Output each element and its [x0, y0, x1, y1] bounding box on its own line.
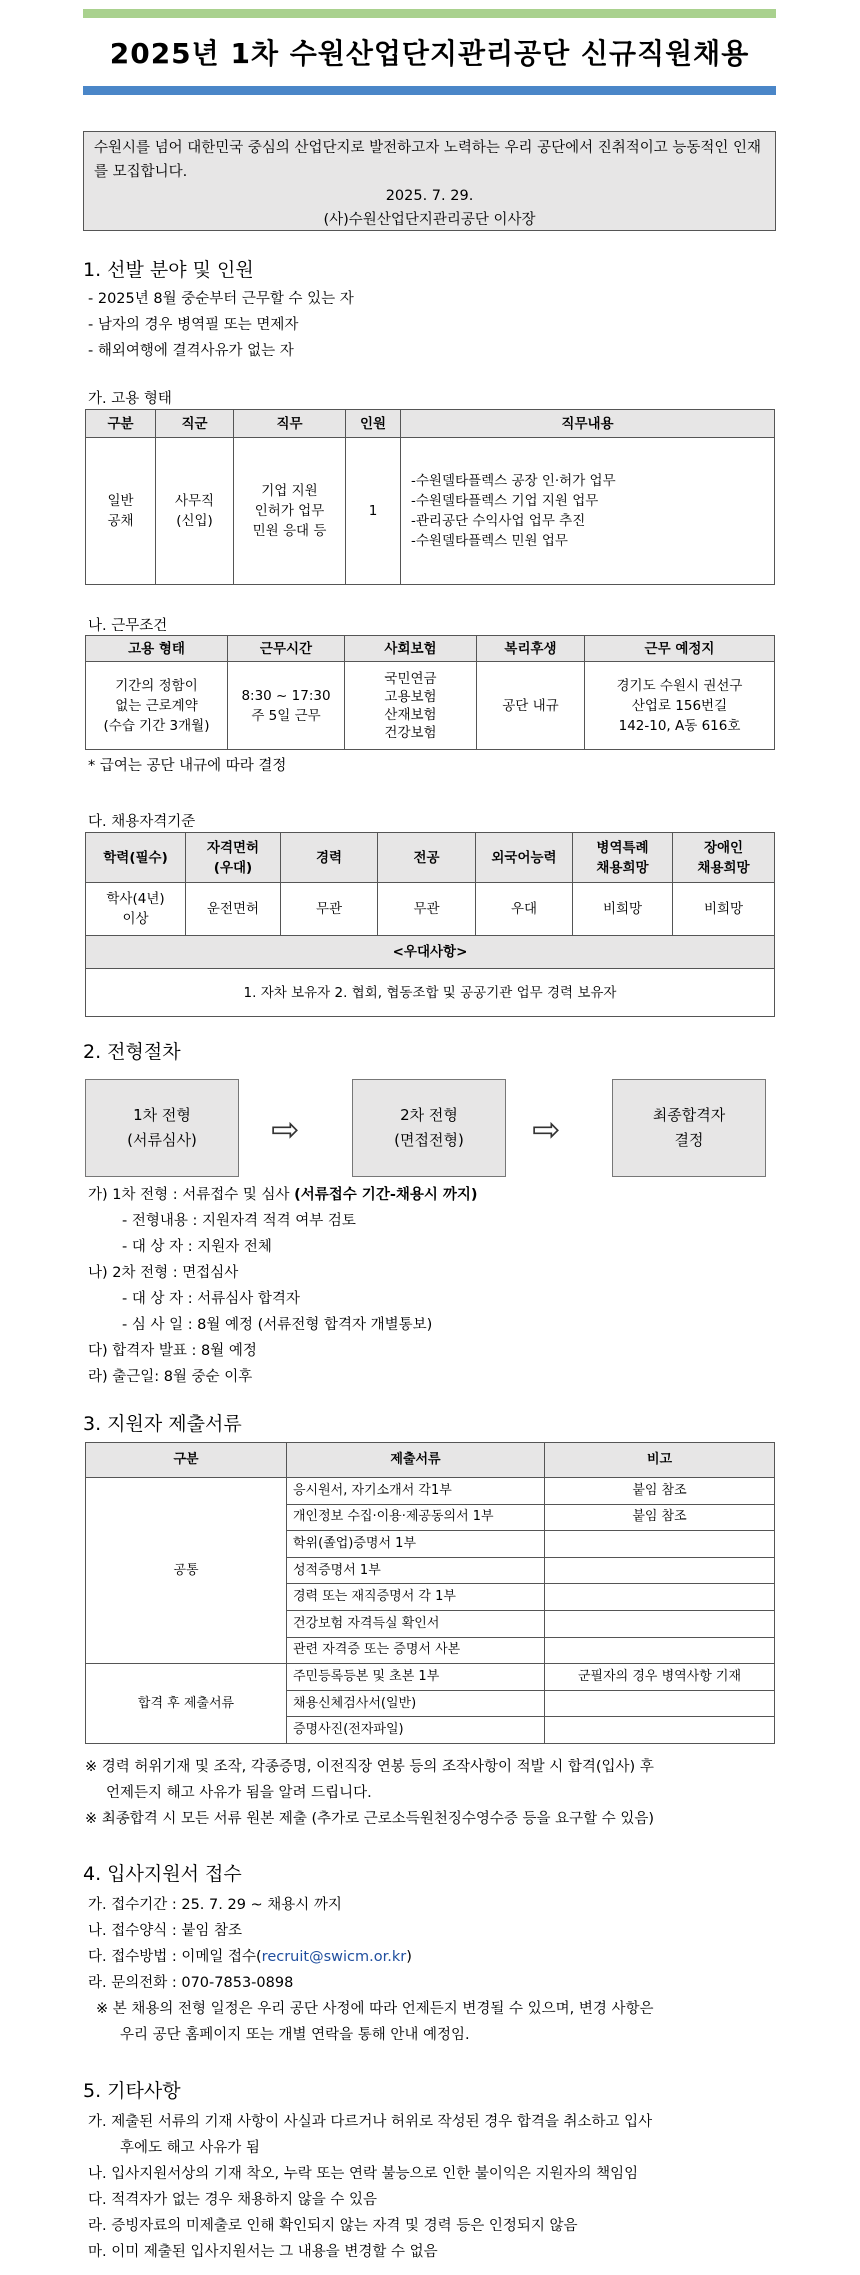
requirement-line: - 2025년 8월 중순부터 근무할 수 있는 자 [88, 291, 354, 307]
doc-note-line: ※ 최종합격 시 모든 서류 원본 제출 (추가로 근로소득원천징수영수증 등을 요구할 수 있음) [85, 1811, 655, 1827]
misc-line: 나. 입사지원서상의 기재 착오, 누락 또는 연락 불능으로 인한 불이익은 지원자의 책임임 [88, 2166, 639, 2182]
col-header: 외국어능력 [476, 833, 573, 883]
employment-category: 일반 공채 [86, 438, 156, 585]
employment-count: 1 [346, 438, 401, 585]
flow-step-2: 2차 전형 (면접전형) [352, 1079, 506, 1177]
condition-hours: 8:30 ~ 17:30 주 5일 근무 [228, 662, 345, 750]
col-header: 고용 형태 [86, 636, 228, 662]
stage-1-line: 가) 1차 전형 : 서류접수 및 심사 (서류접수 기간-채용시 까지) [88, 1187, 478, 1203]
requirement-line: - 남자의 경우 병역필 또는 면제자 [88, 317, 299, 333]
section-1-heading: 1. 선발 분야 및 인원 [83, 259, 254, 281]
arrow-right-icon: ⇨ [271, 1110, 300, 1150]
col-header: 직무내용 [401, 410, 775, 438]
doc-item: 학위(졸업)증명서 1부 [287, 1531, 545, 1558]
misc-line: 라. 증빙자료의 미제출로 인해 확인되지 않는 자격 및 경력 등은 인정되지 않음 [88, 2218, 578, 2234]
col-header: 직군 [156, 410, 234, 438]
procedure-line: - 전형내용 : 지원자격 적격 여부 검토 [122, 1213, 356, 1229]
col-header: 학력(필수) [86, 833, 186, 883]
condition-welfare: 공단 내규 [477, 662, 585, 750]
conditions-table [85, 635, 775, 750]
qual-cell: 무관 [281, 883, 378, 936]
misc-line: 마. 이미 제출된 입사지원서는 그 내용을 변경할 수 없음 [88, 2244, 438, 2260]
col-header: 근무시간 [228, 636, 345, 662]
apply-line: 나. 접수양식 : 붙임 참조 [88, 1923, 242, 1939]
doc-item: 경력 또는 재직증명서 각 1부 [287, 1584, 545, 1611]
procedure-line: 나) 2차 전형 : 면접심사 [88, 1265, 239, 1281]
title-underline-bar [83, 86, 776, 95]
preference-text: 1. 자차 보유자 2. 협회, 협동조합 및 공공기관 업무 경력 보유자 [86, 969, 775, 1017]
doc-note [545, 1637, 775, 1664]
procedure-line: 다) 합격자 발표 : 8월 예정 [88, 1343, 257, 1359]
salary-note: * 급여는 공단 내규에 따라 결정 [88, 758, 287, 774]
intro-signature: (사)수원산업단지관리공단 이사장 [323, 212, 536, 228]
doc-item: 증명사진(전자파일) [287, 1717, 545, 1744]
employment-label: 가. 고용 형태 [88, 391, 172, 407]
apply-method-line: 다. 접수방법 : 이메일 접수(recruit@swicm.or.kr) [88, 1949, 412, 1965]
employment-duties: -수원델타플렉스 공장 인·허가 업무 -수원델타플렉스 기업 지원 업무 -관리공단 수익사업 업무 추진 -수원델타플렉스 민원 업무 [401, 438, 775, 585]
doc-item: 건강보험 자격득실 확인서 [287, 1610, 545, 1637]
col-header: 구분 [86, 410, 156, 438]
top-accent-bar [83, 9, 776, 18]
doc-note-line: ※ 경력 허위기재 및 조작, 각종증명, 이전직장 연봉 등의 조작사항이 적발 시 합격(입사) 후 [85, 1759, 654, 1775]
condition-location: 경기도 수원시 권선구 산업로 156번길 142-10, A동 616호 [585, 662, 775, 750]
doc-note [545, 1557, 775, 1584]
misc-line: 후에도 해고 사유가 됨 [120, 2140, 260, 2156]
doc-note: 군필자의 경우 병역사항 기재 [545, 1664, 775, 1691]
col-header: 비고 [545, 1443, 775, 1478]
doc-note: 붙임 참조 [545, 1504, 775, 1531]
col-header: 사회보험 [345, 636, 477, 662]
qual-cell: 비희망 [673, 883, 775, 936]
apply-line: 라. 문의전화 : 070-7853-0898 [88, 1975, 294, 1991]
section-3-heading: 3. 지원자 제출서류 [83, 1413, 242, 1435]
documents-table [85, 1442, 775, 1744]
apply-line: 가. 접수기간 : 25. 7. 29 ~ 채용시 까지 [88, 1897, 342, 1913]
qualifications-label: 다. 채용자격기준 [88, 814, 196, 830]
doc-note [545, 1690, 775, 1717]
misc-line: 가. 제출된 서류의 기재 사항이 사실과 다르거나 허위로 작성된 경우 합격을 취소하고 입사 [88, 2114, 653, 2130]
flow-step-3: 최종합격자 결정 [612, 1079, 766, 1177]
doc-item: 성적증명서 1부 [287, 1557, 545, 1584]
requirement-line: - 해외여행에 결격사유가 없는 자 [88, 343, 294, 359]
intro-box [83, 131, 776, 231]
condition-type: 기간의 정함이 없는 근로계약 (수습 기간 3개월) [86, 662, 228, 750]
doc-note [545, 1610, 775, 1637]
doc-group-after-pass: 합격 후 제출서류 [86, 1664, 287, 1744]
procedure-line: - 대 상 자 : 서류심사 합격자 [122, 1291, 300, 1307]
col-header: 전공 [378, 833, 476, 883]
doc-note: 붙임 참조 [545, 1478, 775, 1505]
col-header: 장애인 채용희망 [673, 833, 775, 883]
qual-cell: 비희망 [573, 883, 673, 936]
qual-cell: 운전면허 [186, 883, 281, 936]
employment-table [85, 409, 775, 585]
col-header: 근무 예정지 [585, 636, 775, 662]
qual-cell: 학사(4년) 이상 [86, 883, 186, 936]
procedure-line: - 대 상 자 : 지원자 전체 [122, 1239, 272, 1255]
condition-insurance: 국민연금 고용보험 산재보험 건강보험 [345, 662, 477, 750]
procedure-line: - 심 사 일 : 8월 예정 (서류전형 합격자 개별통보) [122, 1317, 433, 1333]
col-header: 경력 [281, 833, 378, 883]
doc-item: 관련 자격증 또는 증명서 사본 [287, 1637, 545, 1664]
email-link[interactable]: recruit@swicm.or.kr [261, 1949, 407, 1965]
intro-date: 2025. 7. 29. [385, 188, 474, 204]
col-header: 자격면허 (우대) [186, 833, 281, 883]
doc-item: 개인정보 수집·이용·제공동의서 1부 [287, 1504, 545, 1531]
doc-item: 채용신체검사서(일반) [287, 1690, 545, 1717]
col-header: 제출서류 [287, 1443, 545, 1478]
preference-header: <우대사항> [86, 936, 775, 969]
section-4-heading: 4. 입사지원서 접수 [83, 1863, 242, 1885]
qualifications-table [85, 832, 775, 1017]
doc-note [545, 1584, 775, 1611]
employment-group: 사무직 (신입) [156, 438, 234, 585]
doc-group-common: 공통 [86, 1478, 287, 1664]
doc-note [545, 1531, 775, 1558]
doc-note [545, 1717, 775, 1744]
procedure-line: 라) 출근일: 8월 중순 이후 [88, 1369, 253, 1385]
apply-note-line: 우리 공단 홈페이지 또는 개별 연락을 통해 안내 예정임. [120, 2027, 470, 2043]
section-2-heading: 2. 전형절차 [83, 1041, 181, 1063]
section-5-heading: 5. 기타사항 [83, 2080, 181, 2102]
flow-step-1: 1차 전형 (서류심사) [85, 1079, 239, 1177]
col-header: 병역특례 채용희망 [573, 833, 673, 883]
employment-job: 기업 지원 인허가 업무 민원 응대 등 [234, 438, 346, 585]
qual-cell: 우대 [476, 883, 573, 936]
col-header: 인원 [346, 410, 401, 438]
page-title: 2025년 1차 수원산업단지관리공단 신규직원채용 [109, 37, 750, 70]
doc-item: 주민등록등본 및 초본 1부 [287, 1664, 545, 1691]
qual-cell: 무관 [378, 883, 476, 936]
doc-note-line: 언제든지 해고 사유가 됨을 알려 드립니다. [106, 1785, 372, 1801]
apply-note-line: ※ 본 채용의 전형 일정은 우리 공단 사정에 따라 언제든지 변경될 수 있으며, 변경 사항은 [96, 2001, 654, 2017]
intro-paragraph: 수원시를 넘어 대한민국 중심의 산업단지로 발전하고자 노력하는 우리 공단에서 진취적이고 능동적인 인재를 모집합니다. [94, 140, 762, 180]
doc-item: 응시원서, 자기소개서 각1부 [287, 1478, 545, 1505]
col-header: 직무 [234, 410, 346, 438]
col-header: 복리후생 [477, 636, 585, 662]
misc-line: 다. 적격자가 없는 경우 채용하지 않을 수 있음 [88, 2192, 377, 2208]
arrow-right-icon: ⇨ [532, 1110, 561, 1150]
col-header: 구분 [86, 1443, 287, 1478]
conditions-label: 나. 근무조건 [88, 618, 168, 634]
